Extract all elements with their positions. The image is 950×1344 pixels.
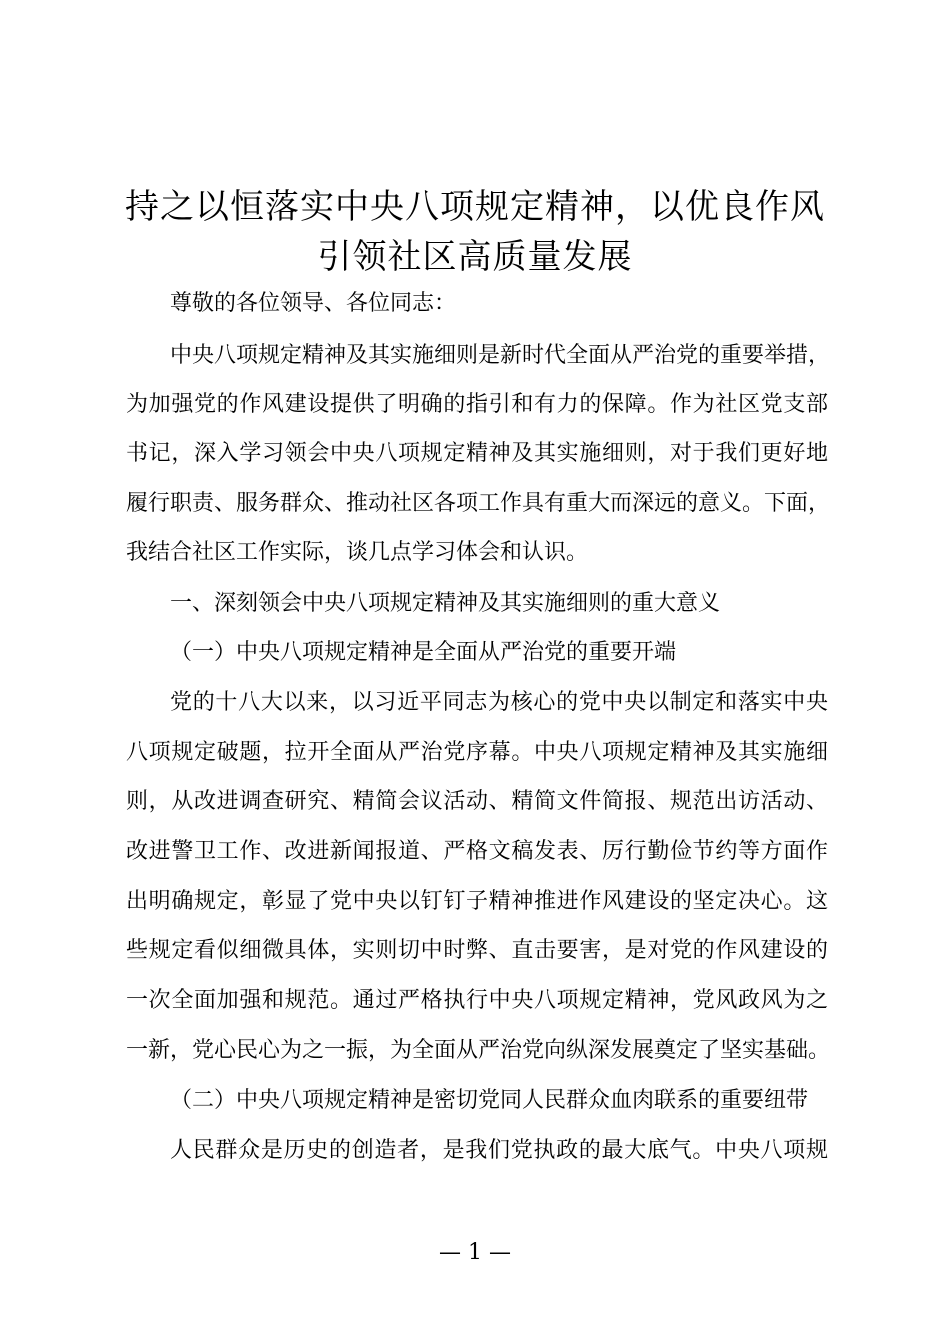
salutation: 尊敬的各位领导、各位同志： [170,291,457,316]
paragraph-2-line: 出明确规定，彰显了党中央以钉钉子精神推进作风建设的坚定决心。这 [126,889,828,914]
paragraph-1-line: 书记，深入学习领会中央八项规定精神及其实施细则，对于我们更好地 [126,441,828,466]
subsection-1-heading: （一）中央八项规定精神是全面从严治党的重要开端 [170,640,677,665]
subsection-2-heading: （二）中央八项规定精神是密切党同人民群众血肉联系的重要纽带 [170,1088,809,1113]
document-title-line-2: 引领社区高质量发展 [317,237,633,277]
paragraph-2-line: 些规定看似细微具体，实则切中时弊、直击要害，是对党的作风建设的 [126,938,828,963]
page-number: — 1 — [439,1240,511,1265]
paragraph-2-line: 一次全面加强和规范。通过严格执行中央八项规定精神，党风政风为之 [126,988,828,1013]
section-1-heading: 一、深刻领会中央八项规定精神及其实施细则的重大意义 [170,591,721,616]
paragraph-2-line: 一新，党心民心为之一振，为全面从严治党向纵深发展奠定了坚实基础。 [126,1038,831,1063]
document-title-line-1: 持之以恒落实中央八项规定精神，以优良作风 [125,187,825,227]
paragraph-2-line: 改进警卫工作、改进新闻报道、严格文稿发表、厉行勤俭节约等方面作 [126,839,828,864]
paragraph-1-line: 中央八项规定精神及其实施细则是新时代全面从严治党的重要举措， [170,343,831,368]
paragraph-2-line: 党的十八大以来，以习近平同志为核心的党中央以制定和落实中央 [170,690,828,715]
paragraph-2-line: 八项规定破题，拉开全面从严治党序幕。中央八项规定精神及其实施细 [126,740,828,765]
paragraph-1-line: 履行职责、服务群众、推动社区各项工作具有重大而深远的意义。下面， [126,491,831,516]
paragraph-1-line: 我结合社区工作实际，谈几点学习体会和认识。 [126,540,589,565]
paragraph-3-line: 人民群众是历史的创造者，是我们党执政的最大底气。中央八项规 [170,1138,828,1163]
paragraph-2-line: 则，从改进调查研究、精简会议活动、精简文件简报、规范出访活动、 [126,789,828,814]
paragraph-1-line: 为加强党的作风建设提供了明确的指引和有力的保障。作为社区党支部 [126,392,828,417]
